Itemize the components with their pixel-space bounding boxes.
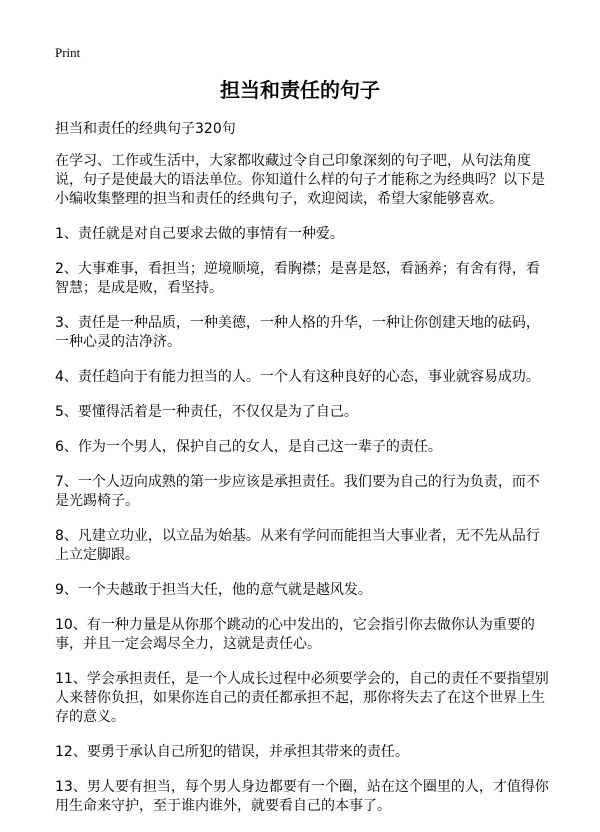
sentence-item-2: 2、大事难事，看担当；逆境顺境，看胸襟；是喜是怒，看涵养；有舍有得，看智慧；是成是败，看坚持。 xyxy=(55,261,540,296)
print-label: Print xyxy=(55,45,81,60)
document-subtitle: 担当和责任的经典句子320句 xyxy=(55,121,236,137)
sentence-item-9: 9、一个夫越敢于担当大任，他的意气就是越风发。 xyxy=(55,582,372,598)
sentence-item-5: 5、要懂得活着是一种责任，不仅仅是为了自己。 xyxy=(55,404,358,420)
sentence-item-7: 7、一个人迈向成熟的第一步应该是承担责任。我们要为自己的行为负责，而不是光踢椅子。 xyxy=(55,474,540,509)
sentence-item-4: 4、责任趋向于有能力担当的人。一个人有这种良好的心态，事业就容易成功。 xyxy=(55,369,540,385)
sentence-item-8: 8、凡建立功业，以立品为始基。从来有学问而能担当大事业者，无不先从品行上立定脚跟。 xyxy=(55,528,540,563)
sentence-item-12: 12、要勇于承认自己所犯的错误，并承担其带来的责任。 xyxy=(55,744,409,760)
sentence-item-10: 10、有一种力量是从你那个跳动的心中发出的，它会指引你去做你认为重要的事，并且一定会竭尽全力，这就是责任心。 xyxy=(55,617,535,652)
sentence-list xyxy=(55,225,550,816)
document-title: 担当和责任的句子 xyxy=(220,78,380,102)
document-body xyxy=(55,120,550,832)
sentence-item-1: 1、责任就是对自己要求去做的事情有一种爱。 xyxy=(55,226,344,242)
intro-paragraph: 在学习、工作或生活中，大家都收藏过令自己印象深刻的句子吧，从句法角度说，句子是使最大的语法单位。你知道什么样的句子才能称之为经典吗？以下是小编收集整理的担当和责任的经典句子，欢迎阅读，希望大家能够喜欢。 xyxy=(55,153,545,207)
sentence-item-13: 13、男人要有担当，每个男人身边都要有一个圈，站在这个圈里的人，才值得你用生命来守护，至于谁内谁外，就要看自己的本事了。 xyxy=(55,779,549,814)
sentence-item-11: 11、学会承担责任，是一个人成长过程中必须要学会的，自己的责任不要指望别人来替你负担，如果你连自己的责任都承担不起，那你将失去了在这个世界上生存的意义。 xyxy=(55,671,549,725)
sentence-item-6: 6、作为一个男人，保护自己的女人，是自己这一辈子的责任。 xyxy=(55,439,442,455)
sentence-item-3: 3、责任是一种品质，一种美德，一种人格的升华，一种让你创建天地的砝码，一种心灵的洁净济。 xyxy=(55,315,540,350)
